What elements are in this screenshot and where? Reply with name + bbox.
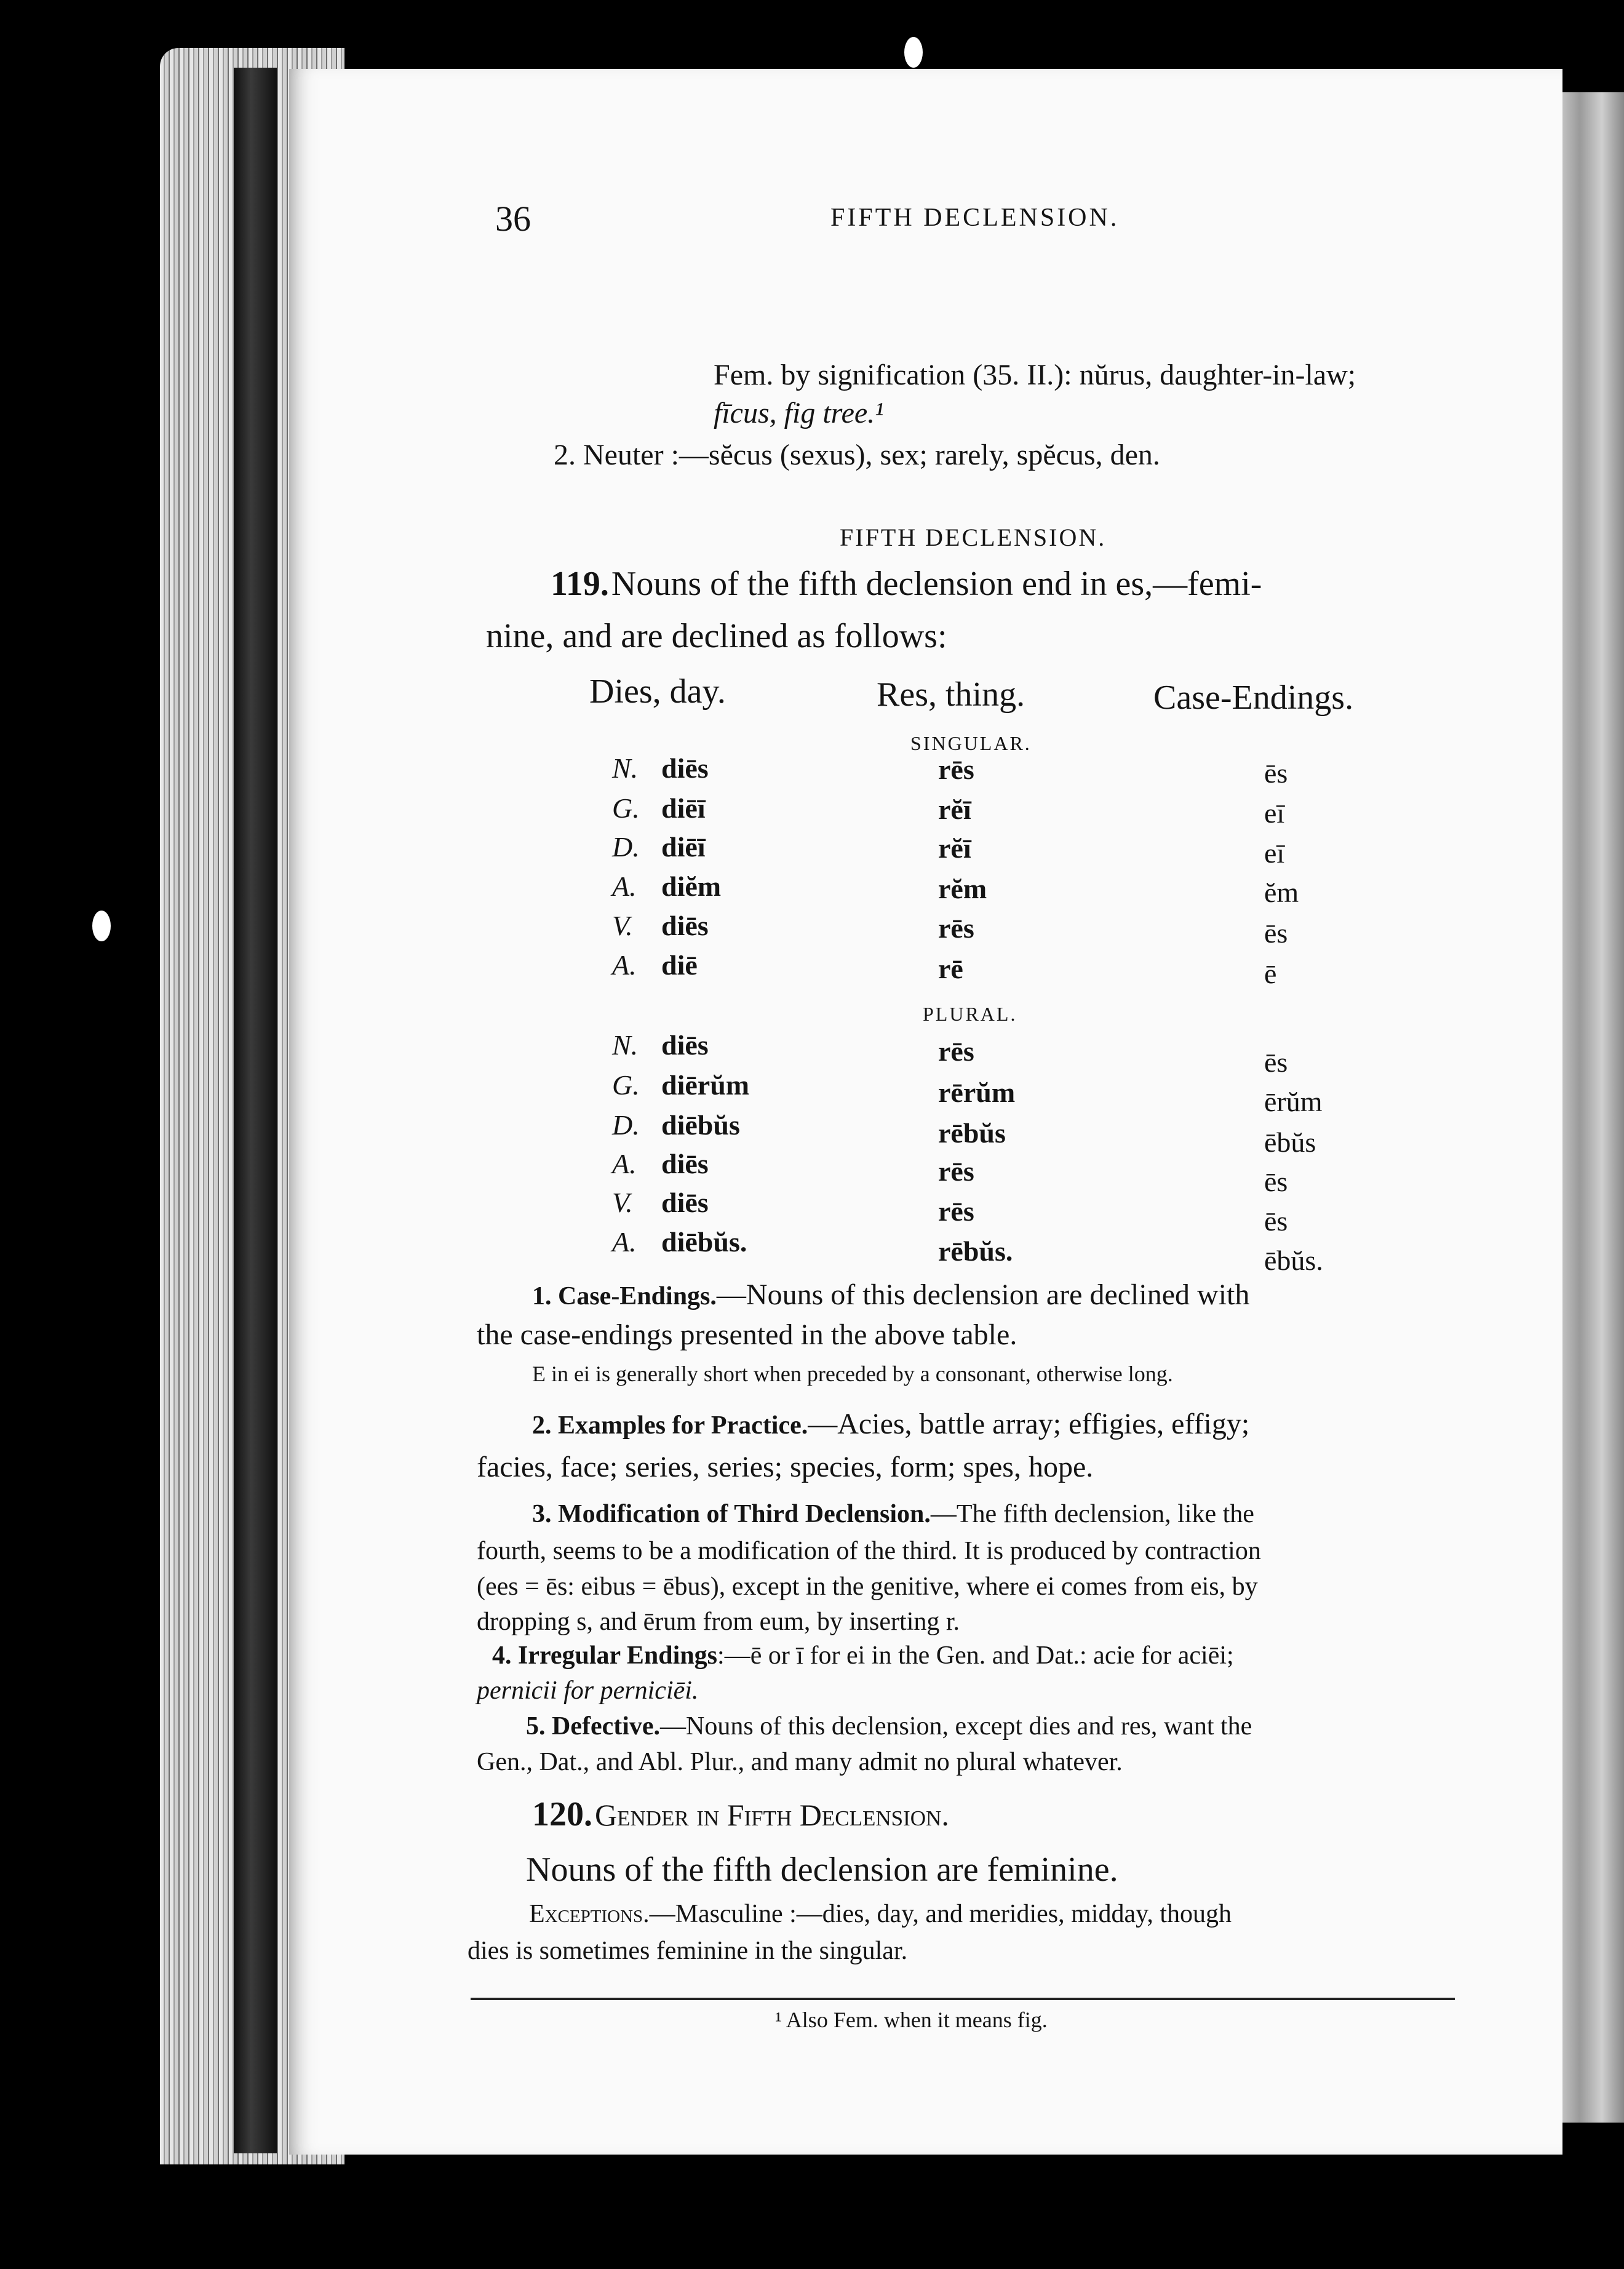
sg-ending: ĕm — [1264, 877, 1299, 908]
col-head-endings: Case-Endings. — [1153, 679, 1354, 717]
para-120-heading — [532, 1795, 949, 1834]
sg-ending: ēs — [1264, 917, 1288, 949]
pl-dies: diēbŭs. — [661, 1226, 747, 1258]
exceptions-label: Exceptions. — [529, 1900, 650, 1928]
footnote: ¹ Also Fem. when it means fig. — [775, 2008, 1048, 2032]
note-3-line-2: fourth, seems to be a modification of the third. It is produced by contraction — [477, 1537, 1261, 1565]
plural-label: PLURAL. — [923, 1003, 1017, 1025]
book-spine-shadow — [234, 68, 277, 2153]
note-2 — [532, 1407, 1249, 1441]
sg-case: G. — [612, 792, 640, 824]
note-4 — [492, 1641, 1234, 1670]
exceptions-line-2: dies is sometimes feminine in the singular. — [468, 1937, 908, 1965]
note-5-line-1: —Nouns of this declension, except dies and res, want the — [660, 1712, 1252, 1741]
note-1-line-2: the case-endings presented in the above table. — [477, 1318, 1017, 1351]
note-5 — [526, 1712, 1252, 1741]
note-1-label: 1. Case-Endings. — [532, 1282, 717, 1310]
sg-res: rĕī — [938, 832, 971, 864]
sg-ending: eī — [1264, 797, 1285, 829]
pl-res: rēs — [938, 1035, 974, 1067]
exceptions — [529, 1899, 1232, 1929]
sg-dies: diēs — [661, 752, 709, 784]
pl-case: V. — [612, 1187, 633, 1218]
note-3-label: 3. Modification of Third Declension. — [532, 1500, 931, 1528]
sg-ending: ēs — [1264, 757, 1288, 789]
note-4-line-1: :—ē or ī for ei in the Gen. and Dat.: acie for aciēi; — [717, 1641, 1234, 1670]
note-4-line-2: pernicii for perniciēi. — [477, 1677, 699, 1705]
neuter-line: 2. Neuter :—sĕcus (sexus), sex; rarely, spĕcus, den. — [554, 439, 1160, 471]
fem-line-1: Fem. by signification (35. II.): nŭrus, daughter-in-law; — [714, 359, 1356, 391]
singular-label: SINGULAR. — [910, 732, 1032, 754]
pl-ending: ēbŭs — [1264, 1127, 1316, 1158]
sg-case: D. — [612, 831, 640, 863]
note-2-line-2: facies, face; series, series; species, form; spes, hope. — [477, 1451, 1094, 1483]
note-2-line-1: —Acies, battle array; effigies, effigy; — [808, 1408, 1250, 1440]
page-number: 36 — [495, 199, 531, 239]
para-119-number: 119. — [551, 565, 609, 603]
pl-ending: ēs — [1264, 1205, 1288, 1237]
sg-case: N. — [612, 752, 639, 784]
sg-ending: eī — [1264, 837, 1285, 869]
pl-case: G. — [612, 1069, 640, 1101]
para-120-title: Gender in Fifth Declension. — [595, 1798, 949, 1832]
note-5-line-2: Gen., Dat., and Abl. Plur., and many admit no plural whatever. — [477, 1748, 1123, 1776]
sg-dies: diēī — [661, 792, 706, 824]
note-4-label: 4. Irregular Endings — [492, 1641, 718, 1670]
note-3-line-4: dropping s, and ērum from eum, by inserting r. — [477, 1608, 960, 1636]
pl-res: rēs — [938, 1195, 974, 1227]
running-head: FIFTH DECLENSION. — [830, 204, 1120, 232]
pl-case: A. — [612, 1226, 637, 1258]
para-119-line-2: nine, and are declined as follows: — [486, 617, 947, 655]
pl-res: rēbŭs. — [938, 1235, 1013, 1267]
para-119-line-1: Nouns of the fifth declension end in es,—femi- — [611, 565, 1262, 603]
fem-line-2: fīcus, fig tree.¹ — [714, 397, 884, 429]
scan-mark — [92, 911, 111, 941]
sg-dies: diĕm — [661, 871, 722, 902]
note-3-line-1: —The fifth declension, like the — [930, 1500, 1254, 1528]
pl-dies: diērŭm — [661, 1069, 750, 1101]
pl-ending: ēs — [1264, 1166, 1288, 1197]
note-3 — [532, 1499, 1254, 1529]
note-1-small: E in ei is generally short when preceded by a consonant, otherwise long. — [532, 1362, 1173, 1386]
sg-dies: diēs — [661, 910, 709, 941]
sg-res: rē — [938, 953, 963, 984]
note-1 — [532, 1278, 1249, 1312]
sg-res: rēs — [938, 912, 974, 944]
pl-dies: diēs — [661, 1148, 709, 1179]
col-head-dies: Dies, day. — [589, 672, 726, 711]
note-5-label: 5. Defective. — [526, 1712, 661, 1741]
sg-res: rēs — [938, 754, 974, 785]
scan-mark — [904, 37, 923, 68]
pl-case: N. — [612, 1029, 639, 1061]
para-120-number: 120. — [532, 1795, 592, 1833]
para-119 — [551, 564, 1262, 604]
book-page — [289, 69, 1562, 2155]
sg-res: rĕī — [938, 794, 971, 825]
pl-case: A. — [612, 1148, 637, 1179]
section-title: FIFTH DECLENSION. — [840, 524, 1107, 551]
sg-case: A. — [612, 871, 637, 902]
col-head-res: Res, thing. — [877, 676, 1025, 714]
sg-dies: diē — [661, 949, 698, 981]
sg-res: rĕm — [938, 873, 987, 904]
pl-ending: ēbŭs. — [1264, 1245, 1323, 1276]
pl-dies: diēs — [661, 1187, 709, 1218]
sg-dies: diēī — [661, 831, 706, 863]
note-1-line-1: —Nouns of this declension are declined with — [716, 1278, 1250, 1311]
pl-res: rēs — [938, 1155, 974, 1187]
pl-dies: diēbŭs — [661, 1109, 740, 1141]
pl-res: rēbŭs — [938, 1117, 1006, 1149]
exceptions-line-1: —Masculine :—dies, day, and meridies, midday, though — [649, 1900, 1232, 1928]
sg-case: V. — [612, 910, 633, 941]
pl-res: rērŭm — [938, 1077, 1016, 1108]
note-3-line-3: (ees = ēs: eibus = ēbus), except in the genitive, where ei comes from eis, by — [477, 1573, 1258, 1601]
footnote-rule — [471, 1998, 1455, 2000]
pl-case: D. — [612, 1109, 640, 1141]
pl-ending: ērŭm — [1264, 1086, 1323, 1117]
para-120-line: Nouns of the fifth declension are feminine. — [526, 1851, 1118, 1889]
note-2-label: 2. Examples for Practice. — [532, 1411, 808, 1440]
pl-dies: diēs — [661, 1029, 709, 1061]
pl-ending: ēs — [1264, 1047, 1288, 1078]
sg-case: A. — [612, 949, 637, 981]
sg-ending: ē — [1264, 958, 1277, 989]
